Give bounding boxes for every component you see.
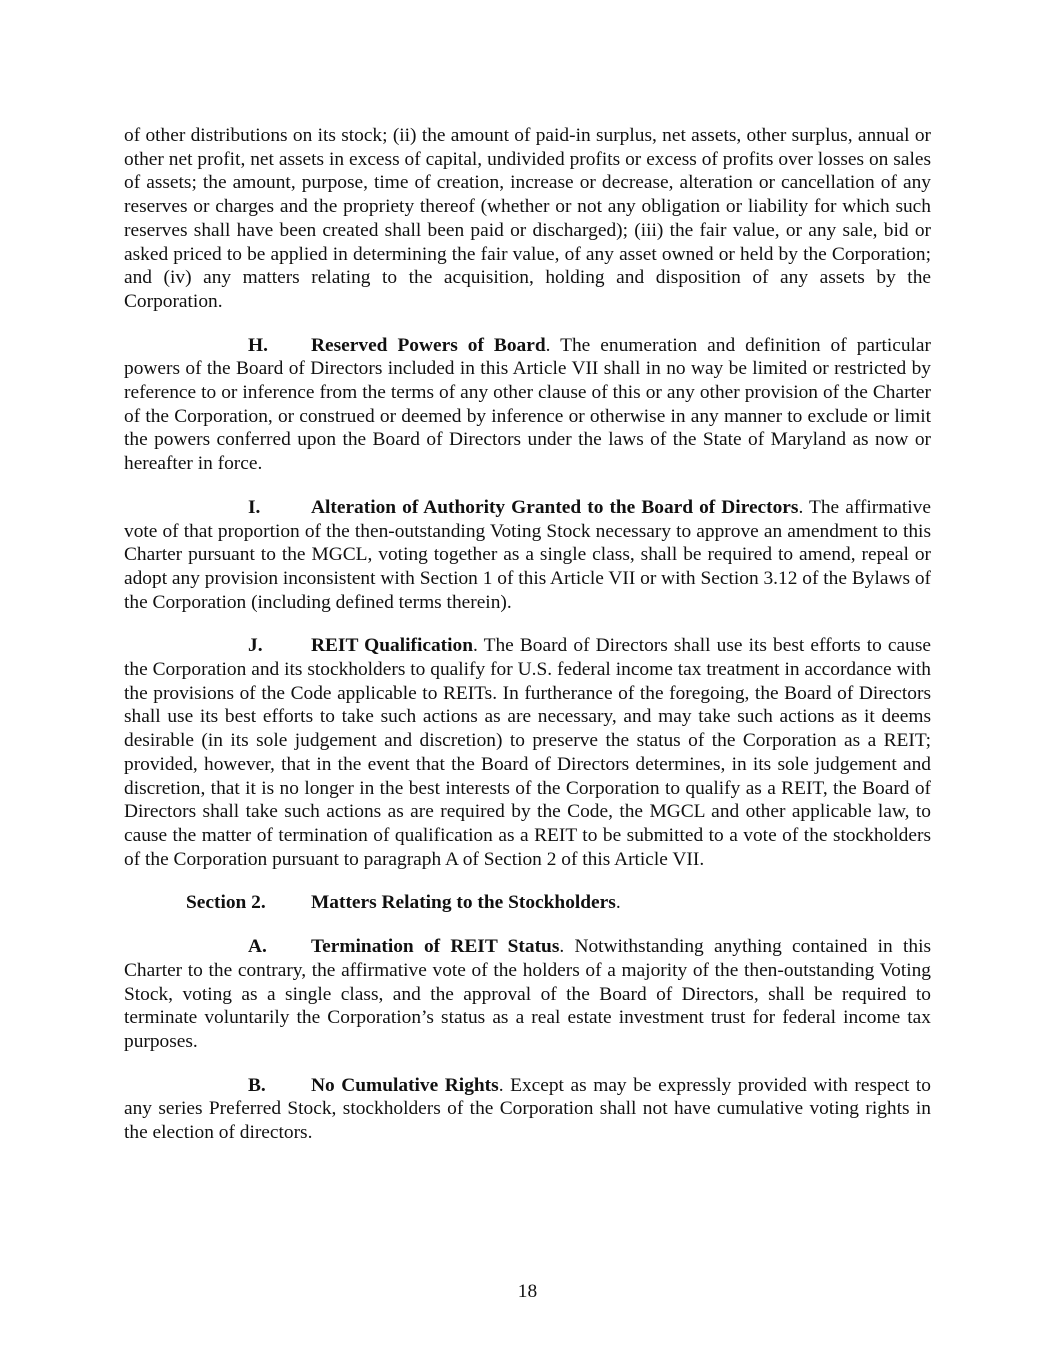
section-number: Section 2. <box>186 892 266 914</box>
section-title: Matters Relating to the Stockholders <box>311 892 616 914</box>
paragraph-a <box>124 935 931 1054</box>
paragraph-letter: J. <box>248 635 263 657</box>
paragraph-letter: I. <box>248 496 261 518</box>
paragraph-text: of other distributions on its stock; (ii) the amount of paid-in surplus, net assets, other surplus, annual or other net profit, net assets in excess of capital, undivided profits or excess of profits over losses on sales of assets; the amount, purpose, time of creation, increase or decrease, alteration or cancellation of any reserves or charges and the propriety thereof (whether or not any obligation or liability for which such reserves shall have been created shall been paid or discharged); (iii) the fair value, or any sale, bid or asked priced to be applied in determining the fair value, of any asset owned or held by the Corporation; and (iv) any matters relating to the acquisition, holding and disposition of any assets by the Corporation. <box>124 125 931 312</box>
paragraph-heading: REIT Qualification <box>311 635 473 657</box>
paragraph-body: . Notwithstanding anything contained in this Charter to the contrary, the affirmative vote of the holders of a majority of the then-outstanding Voting Stock, voting as a single class, and the approval of the Board of Directors, shall be required to terminate voluntarily the Corporation’s status as a real estate investment trust for federal income tax purposes. <box>124 936 932 1052</box>
paragraph-letter: A. <box>248 936 267 958</box>
paragraph-letter: H. <box>248 334 268 356</box>
section-title-suffix: . <box>615 892 621 914</box>
paragraph-body: . Except as may be expressly provided with respect to any series Preferred Stock, stockholders of the Corporation shall not have cumulative voting rights in the election of directors. <box>124 1074 931 1144</box>
paragraph-b <box>124 1074 931 1145</box>
paragraph-h <box>124 334 931 476</box>
paragraph-body: . The enumeration and definition of particular powers of the Board of Directors included in this Article VII shall in no way be limited or restricted by reference to or inference from the terms of any other clause of this or any other provision of the Charter of the Corporation, or construed or deemed by inference or otherwise in any manner to exclude or limit the powers conferred upon the Board of Directors under the laws of the State of Maryland as now or hereafter in force. <box>124 334 931 475</box>
paragraph-heading: No Cumulative Rights <box>311 1074 499 1096</box>
section-2-heading <box>124 891 931 915</box>
page-content <box>124 124 931 1165</box>
paragraph-i <box>124 496 931 615</box>
paragraph-letter: B. <box>248 1074 266 1096</box>
paragraph-heading: Termination of REIT Status <box>311 936 560 958</box>
paragraph-j <box>124 634 931 871</box>
paragraph-body: . The affirmative vote of that proportion of the then-outstanding Voting Stock necessary to approve an amendment to this Charter pursuant to the MGCL, voting together as a single class, shall be required to amend, repeal or adopt any provision inconsistent with Section 1 of this Article VII or with Section 3.12 of the Bylaws of the Corporation (including defined terms therein). <box>124 496 931 613</box>
paragraph-heading: Alteration of Authority Granted to the Board of Directors <box>311 496 799 518</box>
paragraph-heading: Reserved Powers of Board <box>311 334 546 356</box>
paragraph-body: . The Board of Directors shall use its best efforts to cause the Corporation and its stockholders to qualify for U.S. federal income tax treatment in accordance with the provisions of the Code applicable to REITs. In furtherance of the foregoing, the Board of Directors shall use its best efforts to take such actions as are necessary, and may take such actions as it deems desirable (in its sole judgement and discretion) to preserve the status of the Corporation as a REIT; provided, however, that in the event that the Board of Directors determines, in its sole judgement and discretion, that it is no longer in the best interests of the Corporation to qualify as a REIT, the Board of Directors shall take such actions as are required by the Code, the MGCL and other applicable law, to cause the matter of termination of qualification as a REIT to be submitted to a vote of the stockholders of the Corporation pursuant to paragraph A of Section 2 of this Article VII. <box>124 635 931 870</box>
page-number: 18 <box>517 1281 538 1302</box>
paragraph-continued <box>124 124 931 314</box>
